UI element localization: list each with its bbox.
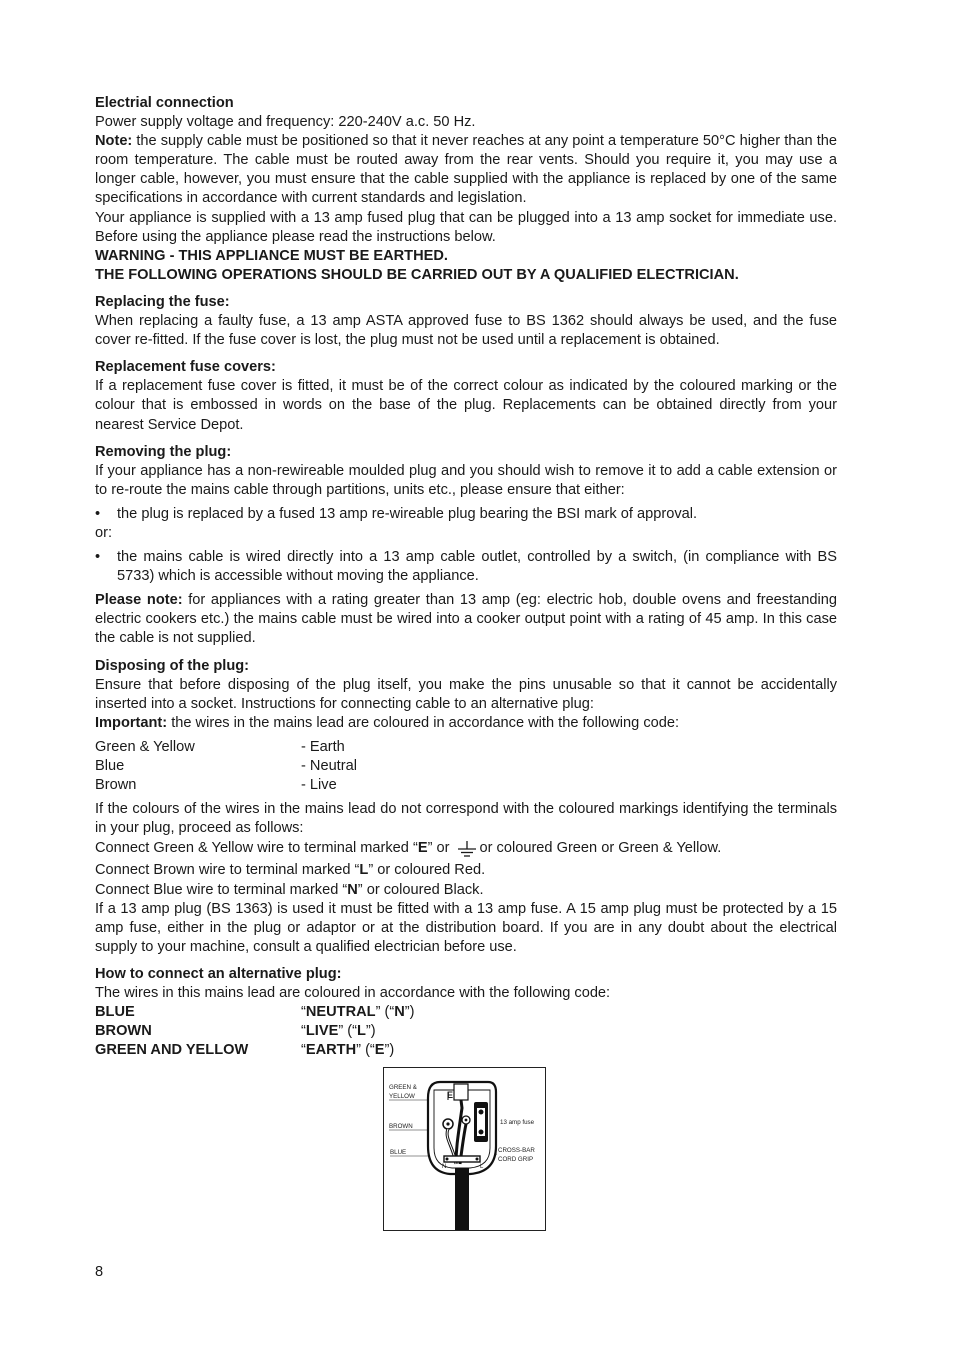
instruction-text: Connect Green & Yellow wire to terminal marked “ — [95, 840, 418, 857]
label-green-yellow-1: GREEN & — [389, 1084, 417, 1091]
bullet-dot: • — [95, 549, 101, 566]
heading-disposing-plug: Disposing of the plug: — [95, 657, 250, 674]
wire-meaning: - Earth — [301, 738, 345, 755]
bullet-dot: • — [95, 505, 101, 522]
wire-meaning: “NEUTRAL” (“N”) — [301, 1004, 415, 1021]
table-row — [95, 1041, 837, 1060]
important-paragraph — [95, 714, 837, 733]
document-body — [95, 94, 837, 1060]
label-cord-grip: CORD GRIP — [498, 1156, 534, 1163]
table-row — [95, 776, 837, 795]
warning-electrician: THE FOLLOWING OPERATIONS SHOULD BE CARRIED OUT BY A QUALIFIED ELECTRICIAN. — [95, 266, 739, 283]
note-paragraph — [95, 132, 837, 208]
heading-fuse-covers: Replacement fuse covers: — [95, 359, 276, 376]
heading-electrical-connection: Electrial connection — [95, 95, 234, 111]
terminal-letter: N — [347, 881, 358, 898]
instruction-text: ” or coloured Black. — [357, 881, 484, 898]
list-item — [95, 548, 837, 586]
plug-diagram-svg — [384, 1068, 545, 1230]
label-green-yellow-2: YELLOW — [389, 1093, 415, 1100]
wire-colour: Blue — [95, 758, 125, 774]
fuse-covers-text: If a replacement fuse cover is fitted, it must be of the correct colour as indicated by the coloured marking or the colour that is embossed in words on the base of the plug. Replacements can be obtained directly from your nearest Service Depot. — [95, 378, 837, 433]
wire-colour: BROWN — [95, 1023, 152, 1040]
important-label: Important: — [95, 714, 168, 731]
list-item — [95, 505, 837, 524]
table-row — [95, 757, 837, 776]
please-note-text: for appliances with a rating greater than 13 amp (eg: electric hob, double ovens and freestanding electric cookers etc.) the mains cable must be wired into a cooker output point with a rating of 45 amp. In this case the cable is not supplied. — [95, 592, 837, 647]
terminal-letter: L — [359, 862, 369, 879]
wire-meaning: - Live — [301, 777, 337, 794]
bullet-text: the mains cable is wired directly into a 13 amp cable outlet, controlled by a switch, (in compliance with BS 5733) which is accessible without moving the appliance. — [117, 549, 837, 585]
earth-symbol-icon — [456, 841, 478, 857]
warning-earthed: WARNING - THIS APPLIANCE MUST BE EARTHED. — [95, 247, 448, 264]
table-row — [95, 738, 837, 757]
replacing-fuse-text: When replacing a faulty fuse, a 13 amp ASTA approved fuse to BS 1362 should always be used, and the fuse cover re-fitted. If the fuse cover is lost, the plug must not be used until a replacement is obtained. — [95, 313, 837, 349]
supply-text: Power supply voltage and frequency: 220-240V a.c. 50 Hz. — [95, 114, 476, 131]
wire-code-table — [95, 738, 837, 795]
mismatch-text: If the colours of the wires in the mains lead do not correspond with the coloured markings identifying the terminals in your plug, proceed as follows: — [95, 801, 837, 837]
label-blue: BLUE — [390, 1149, 407, 1156]
important-text: the wires in the mains lead are coloured in accordance with the following code: — [167, 714, 680, 731]
table-row — [95, 1022, 837, 1041]
fuse-note-text: If a 13 amp plug (BS 1363) is used it must be fitted with a 13 amp fuse. A 15 amp plug must be protected by a 15 amp fuse, either in the plug or adaptor or at the distribution board. If you are in any doubt about the electrical supply to your machine, consult a qualified electrician before use. — [95, 900, 837, 955]
instruction-text: or coloured Green or Green & Yellow. — [479, 840, 722, 857]
heading-alternative-plug: How to connect an alternative plug: — [95, 965, 342, 982]
terminal-n-label: N — [442, 1164, 447, 1170]
label-brown: BROWN — [389, 1123, 413, 1130]
note-text: the supply cable must be positioned so that it never reaches at any point a temperature 50°C higher than the room temperature. The cable must be routed away from the rear vents. Should you require it, you may use a longer cable, however, you must ensure that the cable supplied with the appliance is replaced by one of the same specifications in accordance with current standards and legislation. — [95, 133, 837, 207]
terminal-e-label: E — [447, 1090, 454, 1100]
please-note-label: Please note: — [95, 592, 183, 609]
wire-meaning: - Neutral — [301, 758, 357, 774]
plug-paragraph: Your appliance is supplied with a 13 amp fused plug that can be plugged into a 13 amp socket for immediate use. Before using the appliance please read the instructions below. — [95, 209, 837, 245]
disposing-text: Ensure that before disposing of the plug itself, you make the pins unusable so that it cannot be accidentally inserted into a socket. Instructions for connecting cable to an alternative plug: — [95, 676, 837, 712]
plug-wiring-diagram — [383, 1067, 546, 1231]
wire-colour: Green & Yellow — [95, 738, 195, 755]
instruction-text: Connect Brown wire to terminal marked “ — [95, 862, 360, 879]
or-text: or: — [95, 524, 113, 541]
terminal-l-label: L — [480, 1164, 484, 1170]
label-cross-bar: CROSS-BAR — [498, 1147, 535, 1154]
heading-replacing-fuse: Replacing the fuse: — [95, 293, 230, 310]
please-note-paragraph — [95, 591, 837, 648]
brown-instruction — [95, 861, 837, 880]
alternative-code-table — [95, 1003, 837, 1060]
instruction-text: ” or coloured Red. — [368, 862, 486, 879]
blue-instruction — [95, 881, 837, 900]
terminal-letter: E — [417, 840, 428, 857]
table-row — [95, 1003, 837, 1022]
note-label: Note: — [95, 133, 133, 150]
wire-colour: BLUE — [95, 1004, 135, 1021]
green-yellow-instruction — [95, 839, 837, 858]
page-number: 8 — [95, 1264, 104, 1280]
bullet-text: the plug is replaced by a fused 13 amp re-wireable plug bearing the BSI mark of approval. — [117, 505, 698, 522]
label-13-amp-fuse: 13 amp fuse — [500, 1119, 535, 1126]
instruction-text: ” or — [427, 840, 450, 857]
alternative-text: The wires in this mains lead are coloured in accordance with the following code: — [95, 985, 611, 1002]
wire-colour: GREEN AND YELLOW — [95, 1042, 249, 1059]
removing-plug-text: If your appliance has a non-rewireable moulded plug and you should wish to remove it to add a cable extension or to re-route the mains cable through partitions, units etc., please ensure that either: — [95, 462, 837, 498]
wire-meaning: “EARTH” (“E”) — [301, 1042, 395, 1059]
instruction-text: Connect Blue wire to terminal marked “ — [95, 881, 348, 898]
wire-meaning: “LIVE” (“L”) — [301, 1023, 376, 1040]
heading-removing-plug: Removing the plug: — [95, 443, 232, 460]
wire-colour: Brown — [95, 777, 137, 794]
